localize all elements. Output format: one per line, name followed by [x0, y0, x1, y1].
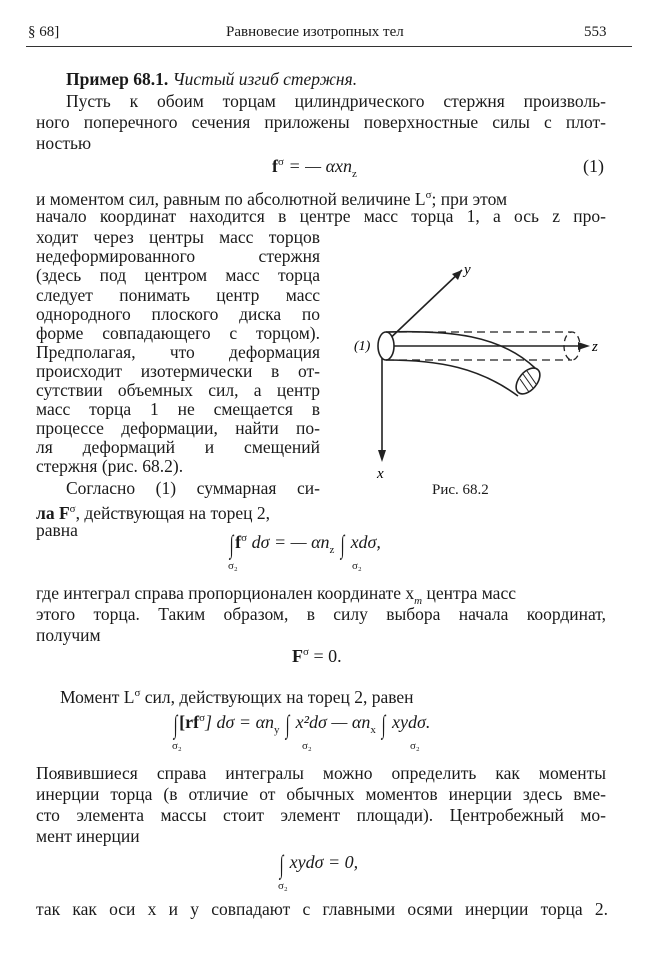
integral-limit: σ₂ — [302, 740, 312, 752]
figure-bent-rod — [340, 250, 620, 480]
text-line: Появившиеся справа интегралы можно определить как моменты — [36, 763, 606, 783]
z-axis-label: z — [592, 339, 598, 355]
integral-limit: σ₂ — [278, 880, 288, 892]
text-line: однородного плоского диска по — [36, 304, 320, 324]
example-heading — [66, 68, 357, 90]
equation-number: (1) — [583, 156, 604, 176]
text-line: ля деформаций и смещений — [36, 437, 320, 457]
text-line: Момент $L^\sigma$ сил, действующих на торец 2, равен — [60, 686, 414, 707]
equation-5: ∫ xydσ = 0, — [279, 850, 359, 879]
text-line: ного поперечного сечения приложены поверхностные силы с плот- — [36, 112, 606, 132]
section-ref: § 68] — [28, 24, 60, 40]
text-line: и моментом сил, равным по абсолютной величине $L^\sigma$; при этом — [36, 188, 508, 209]
equation-1: $f^\sigma$ = — αxn$_z$ — [272, 156, 357, 180]
example-label: Пример 68.1. — [66, 69, 169, 89]
figure-caption: Рис. 68.2 — [432, 482, 489, 498]
x-axis-label: x — [377, 466, 384, 480]
integral-limit: σ₂ — [352, 560, 362, 572]
running-title: Равновесие изотропных тел — [226, 24, 404, 40]
integral-limit: σ₂ — [172, 740, 182, 752]
text-line: равна — [36, 520, 78, 540]
text-line: этого торца. Таким образом, в силу выбора начала координат, — [36, 604, 606, 624]
text-line: Предполагая, что деформация — [36, 342, 320, 362]
y-axis — [382, 270, 462, 346]
text-line: следует понимать центр масс — [36, 285, 320, 305]
text-line: стержня (рис. 68.2). — [36, 456, 184, 476]
example-title: Чистый изгиб стержня. — [172, 69, 358, 89]
text-line: получим — [36, 625, 101, 645]
y-axis-label: y — [464, 262, 471, 278]
page-number: 553 — [584, 24, 607, 40]
text-line: ностью — [36, 133, 92, 153]
end-face-1 — [378, 332, 394, 360]
text-line: мент инерции — [36, 826, 140, 846]
text-line: ла $F^\sigma$, действующая на торец 2, — [36, 502, 270, 523]
text-line: форме совпадающего с торцом). — [36, 323, 320, 343]
text-line: так как оси x и y совпадают с главными осями инерции торца 2. — [36, 899, 608, 919]
text-line: недеформированного стержня — [36, 246, 320, 266]
text-line: ходит через центры масс торцов — [36, 227, 320, 247]
end-face-label: (1) — [354, 339, 371, 354]
equation-2: $\int f^\sigma$ dσ = — $\alpha n_z$ ∫ xdσ, — [229, 530, 381, 559]
text-line: масс торца 1 не смещается в — [36, 399, 320, 419]
text-line: где интеграл справа пропорционален координате $x_m$ центра масс — [36, 583, 516, 607]
text-line: сто элемента массы стоит элемент площади). Центробежный мо- — [36, 805, 606, 825]
text-line: сутствии объемных сил, а центр — [36, 380, 320, 400]
equation-4: $\int[rf^\sigma] d\sigma = \alpha n_y$ ∫ x²dσ — $\alpha n_x$ ∫ xydσ. — [173, 710, 431, 739]
equation-3: $F^\sigma = 0$. — [292, 646, 342, 666]
header-rule — [26, 46, 632, 47]
text-line: происходит изотермически в от- — [36, 361, 320, 381]
integral-limit: σ₂ — [410, 740, 420, 752]
text-line: Пусть к обоим торцам цилиндрического стержня произволь- — [66, 91, 606, 111]
text-line: инерции торца (в отличие от обычных моментов инерции здесь вме- — [36, 784, 606, 804]
text-line: начало координат находится в центре масс торца 1, а ось z про- — [36, 206, 606, 226]
text-line: процессе деформации, найти по- — [36, 418, 320, 438]
text-line: Согласно (1) суммарная си- — [66, 478, 320, 498]
text-line: (здесь под центром масс торца — [36, 265, 320, 285]
integral-limit: σ₂ — [228, 560, 238, 572]
